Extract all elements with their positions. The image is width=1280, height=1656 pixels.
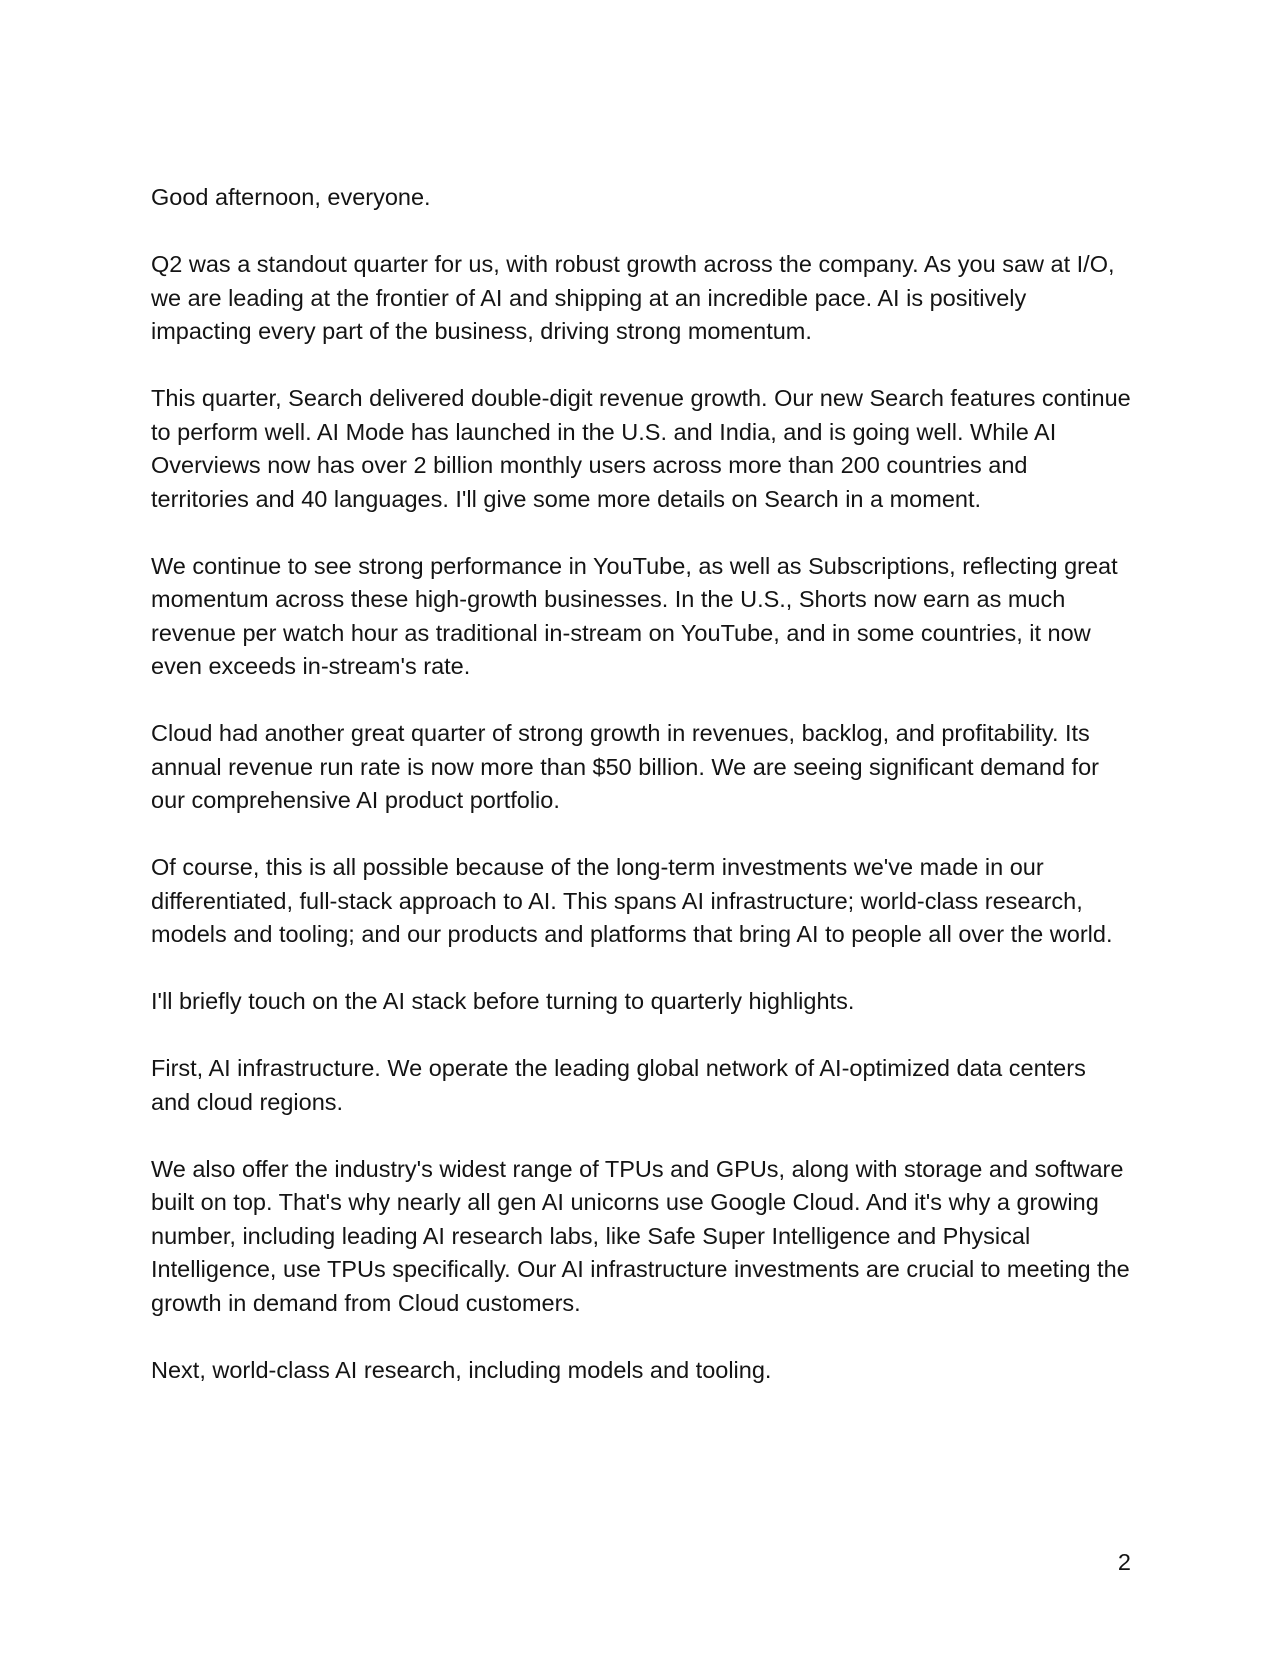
paragraph-q2-overview: Q2 was a standout quarter for us, with robust growth across the company. As you saw at I/O, we are leading at the frontier of AI and shipping at an incredible pace. AI is positively impacting every part of the business, driving strong momentum. [151, 251, 1115, 344]
paragraph-ai-research: Next, world-class AI research, including models and tooling. [151, 1356, 772, 1383]
paragraph-greeting: Good afternoon, everyone. [151, 184, 431, 210]
paragraph-full-stack: Of course, this is all possible because of the long-term investments we've made in our differentiated, full-stack approach to AI. This spans AI infrastructure; world-class research, models and tooling; and our products and platforms that bring AI to people all over the world. [151, 854, 1113, 947]
document-body [151, 181, 1131, 1421]
paragraph-ai-infrastructure: First, AI infrastructure. We operate the leading global network of AI-optimized data centers and cloud regions. [151, 1055, 1086, 1115]
paragraph-tpus-gpus: We also offer the industry's widest range of TPUs and GPUs, along with storage and software built on top. That's why nearly all gen AI unicorns use Google Cloud. And it's why a growing number, including leading AI research labs, like Safe Super Intelligence and Physical Intelligence, use TPUs specifically. Our AI infrastructure investments are crucial to meeting the growth in demand from Cloud customers. [151, 1155, 1130, 1316]
paragraph-youtube: We continue to see strong performance in YouTube, as well as Subscriptions, reflecting great momentum across these high-growth businesses. In the U.S., Shorts now earn as much revenue per watch hour as traditional in-stream on YouTube, and in some countries, it now even exceeds in-stream's rate. [151, 552, 1118, 679]
paragraph-search: This quarter, Search delivered double-digit revenue growth. Our new Search features continue to perform well. AI Mode has launched in the U.S. and India, and is going well. While AI Overviews now has over 2 billion monthly users across more than 200 countries and territories and 40 languages. I'll give some more details on Search in a moment. [151, 385, 1131, 512]
paragraph-ai-stack-intro: I'll briefly touch on the AI stack before turning to quarterly highlights. [151, 988, 855, 1014]
page-number: 2 [1117, 1549, 1131, 1575]
paragraph-cloud: Cloud had another great quarter of strong growth in revenues, backlog, and profitability. Its annual revenue run rate is now more than $50 billion. We are seeing significant demand for our comprehensive AI product portfolio. [151, 720, 1099, 813]
